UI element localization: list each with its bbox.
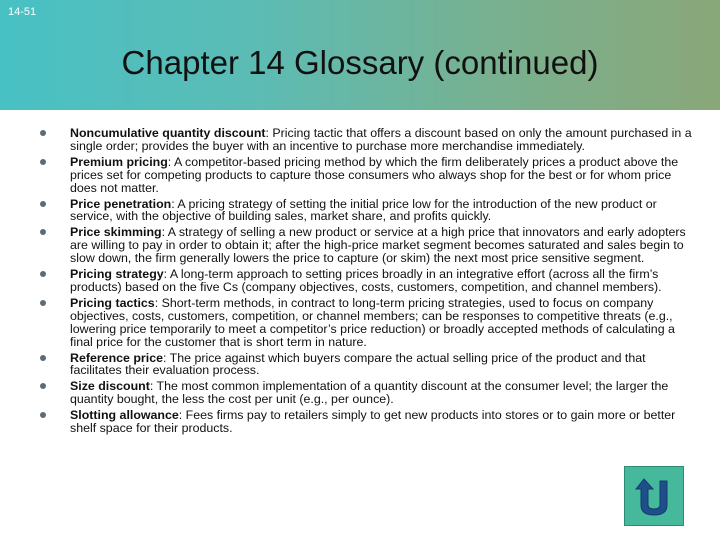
glossary-item <box>40 409 700 435</box>
glossary-item <box>40 352 700 378</box>
glossary-term: Pricing strategy <box>70 267 164 282</box>
glossary-term: Slotting allowance <box>70 408 179 423</box>
glossary-item <box>40 297 700 349</box>
glossary-definition: : A strategy of selling a new product or service at a high price that innovators and early adopters are willing to pay in order to obtain it; after the high-price market segment becomes saturated and sales begin to slow down, the firm generally lowers the price to capture (or skim) the next most price sensitive segment. <box>70 225 686 266</box>
glossary-definition: : A competitor-based pricing method by which the firm deliberately prices a product above the prices set for competing products to capture those consumers who always shop for the best or for whom price does not matter. <box>70 154 679 195</box>
glossary-item <box>40 198 700 224</box>
bullet-icon <box>40 355 46 361</box>
glossary-definition: : A long-term approach to setting prices broadly in an integrative effort (across all the firm’s products) based on the five Cs (company objectives, costs, customers, competition, and channel members). <box>70 267 662 294</box>
glossary-term: Size discount <box>70 379 150 394</box>
glossary-definition: : The price against which buyers compare the actual selling price of the product and that facilitates their evaluation process. <box>70 350 646 378</box>
glossary-definition: : Pricing tactic that offers a discount based on only the amount purchased in a single order; provides the buyer with an incentive to purchase more merchandise immediately. <box>70 126 692 153</box>
return-button[interactable] <box>624 466 684 526</box>
bullet-icon <box>40 159 46 165</box>
glossary-term: Price penetration <box>70 196 172 211</box>
glossary-item <box>40 380 700 406</box>
glossary-definition: : The most common implementation of a quantity discount at the consumer level; the larger the quantity bought, the less the cost per unit (e.g., per ounce). <box>70 379 669 407</box>
glossary-term: Pricing tactics <box>70 295 155 310</box>
bullet-icon <box>40 412 46 418</box>
slide-number: 14-51 <box>8 6 37 18</box>
u-turn-return-icon <box>632 473 676 519</box>
glossary-definition: : A pricing strategy of setting the initial price low for the introduction of the new product or service, with the objective of building sales, market share, and profits quickly. <box>70 196 657 224</box>
glossary-term: Reference price <box>70 350 163 365</box>
page-title: Chapter 14 Glossary (continued) <box>121 44 599 81</box>
bullet-icon <box>40 130 46 136</box>
glossary-term: Price skimming <box>70 225 162 240</box>
glossary-term: Noncumulative quantity discount <box>70 126 266 140</box>
glossary-item <box>40 268 700 294</box>
glossary-term: Premium pricing <box>70 154 168 169</box>
bullet-icon <box>40 271 46 277</box>
bullet-icon <box>40 300 46 306</box>
slide-header <box>0 0 720 110</box>
bullet-icon <box>40 383 46 389</box>
glossary-definition: : Fees firms pay to retailers simply to get new products into stores or to gain more or better shelf space for their products. <box>70 408 676 436</box>
glossary-item <box>40 127 700 153</box>
glossary-definition: : Short-term methods, in contract to long-term pricing strategies, used to focus on company objectives, costs, customers, competition, or channel members; can be responses to competitive threats (e.g., lowering price temporarily to meet a competitor’s price reduction) or broadly accepted methods of calculating a final price for the customer that is short term in nature. <box>70 295 675 349</box>
bullet-icon <box>40 201 46 207</box>
bullet-icon <box>40 229 46 235</box>
glossary-item <box>40 156 700 195</box>
glossary-item <box>40 226 700 265</box>
glossary-list <box>40 127 700 438</box>
